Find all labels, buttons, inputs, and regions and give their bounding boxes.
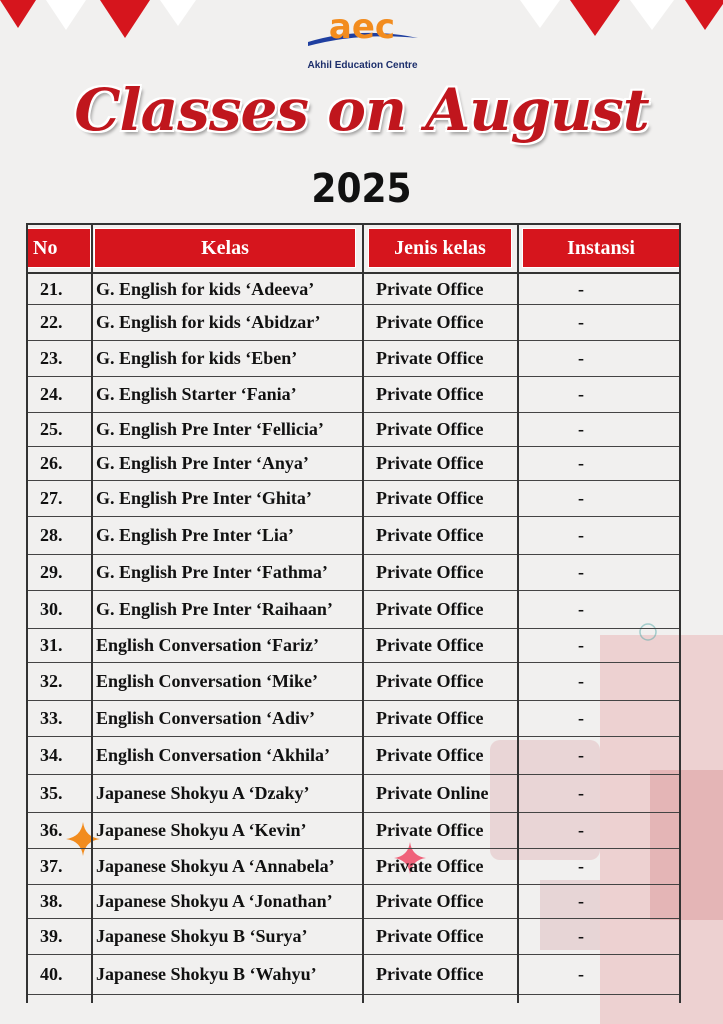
row-institution: - [578, 419, 584, 439]
row-class-name: G. English Pre Inter ‘Lia’ [96, 525, 294, 545]
row-institution: - [578, 783, 584, 803]
row-number: 21. [40, 279, 63, 299]
column-header-instansi: Instansi [522, 228, 680, 268]
row-institution: - [578, 926, 584, 946]
row-class-name: G. English for kids ‘Adeeva’ [96, 279, 315, 299]
row-institution: - [578, 562, 584, 582]
row-number: 38. [40, 891, 63, 911]
row-number: 26. [40, 453, 63, 473]
row-class-type: Private Office [376, 488, 484, 508]
class-schedule-table [26, 223, 681, 995]
row-class-name: English Conversation ‘Mike’ [96, 671, 319, 691]
column-header-jenis-kelas: Jenis kelas [368, 228, 512, 268]
row-class-type: Private Online [376, 783, 489, 803]
table-row [26, 885, 681, 919]
row-institution: - [578, 964, 584, 984]
page-year: 2025 [311, 166, 412, 212]
row-class-name: G. English Starter ‘Fania’ [96, 384, 297, 404]
row-class-name: Japanese Shokyu A ‘Kevin’ [96, 820, 307, 840]
row-class-type: Private Office [376, 926, 484, 946]
table-row [26, 447, 681, 481]
table-row [26, 591, 681, 629]
row-institution: - [578, 348, 584, 368]
row-class-name: G. English Pre Inter ‘Ghita’ [96, 488, 312, 508]
row-class-name: G. English for kids ‘Abidzar’ [96, 312, 321, 332]
table-divider [517, 223, 519, 1003]
row-institution: - [578, 312, 584, 332]
row-class-name: Japanese Shokyu A ‘Annabela’ [96, 856, 335, 876]
table-row [26, 274, 681, 305]
row-institution: - [578, 453, 584, 473]
column-header-no: No [26, 228, 91, 268]
table-row [26, 955, 681, 995]
table-divider [91, 223, 93, 1003]
row-class-type: Private Office [376, 453, 484, 473]
table-row [26, 775, 681, 813]
table-row [26, 813, 681, 849]
row-institution: - [578, 671, 584, 691]
table-row [26, 517, 681, 555]
row-number: 29. [40, 562, 63, 582]
row-class-type: Private Office [376, 312, 484, 332]
row-number: 22. [40, 312, 63, 332]
row-class-type: Private Office [376, 671, 484, 691]
table-row [26, 629, 681, 663]
table-divider [679, 223, 681, 1003]
table-row [26, 919, 681, 955]
row-institution: - [578, 856, 584, 876]
row-class-type: Private Office [376, 419, 484, 439]
table-body [26, 274, 681, 995]
row-class-type: Private Office [376, 964, 484, 984]
table-row [26, 737, 681, 775]
row-class-type: Private Office [376, 525, 484, 545]
table-row [26, 849, 681, 885]
row-number: 36. [40, 820, 63, 840]
table-header [26, 223, 681, 274]
row-institution: - [578, 635, 584, 655]
logo-mark [300, 8, 425, 53]
row-institution: - [578, 279, 584, 299]
row-class-type: Private Office [376, 348, 484, 368]
row-institution: - [578, 488, 584, 508]
table-row [26, 663, 681, 701]
row-institution: - [578, 891, 584, 911]
row-institution: - [578, 820, 584, 840]
row-number: 35. [40, 783, 63, 803]
row-number: 34. [40, 745, 63, 765]
row-class-name: English Conversation ‘Akhila’ [96, 745, 331, 765]
row-number: 30. [40, 599, 63, 619]
table-divider [362, 223, 364, 1003]
row-class-type: Private Office [376, 599, 484, 619]
table-divider [26, 223, 28, 1003]
row-institution: - [578, 525, 584, 545]
row-institution: - [578, 384, 584, 404]
row-class-type: Private Office [376, 708, 484, 728]
row-number: 40. [40, 964, 63, 984]
row-class-type: Private Office [376, 279, 484, 299]
row-class-name: G. English Pre Inter ‘Fathma’ [96, 562, 328, 582]
row-number: 39. [40, 926, 63, 946]
row-class-name: Japanese Shokyu B ‘Wahyu’ [96, 964, 317, 984]
table-row [26, 305, 681, 341]
row-class-type: Private Office [376, 384, 484, 404]
row-class-name: Japanese Shokyu B ‘Surya’ [96, 926, 308, 946]
table-row [26, 701, 681, 737]
logo-subtitle: Akhil Education Centre [307, 60, 418, 71]
table-row [26, 413, 681, 447]
row-class-name: Japanese Shokyu A ‘Dzaky’ [96, 783, 310, 803]
table-row [26, 481, 681, 517]
row-class-name: English Conversation ‘Fariz’ [96, 635, 319, 655]
row-institution: - [578, 708, 584, 728]
row-number: 31. [40, 635, 63, 655]
row-number: 37. [40, 856, 63, 876]
row-number: 28. [40, 525, 63, 545]
table-row [26, 341, 681, 377]
row-number: 32. [40, 671, 63, 691]
row-class-type: Private Office [376, 635, 484, 655]
row-class-type: Private Office [376, 891, 484, 911]
row-class-type: Private Office [376, 562, 484, 582]
table-row [26, 377, 681, 413]
row-number: 27. [40, 488, 63, 508]
row-class-type: Private Office [376, 745, 484, 765]
row-number: 23. [40, 348, 63, 368]
aec-logo [300, 8, 425, 74]
row-number: 24. [40, 384, 63, 404]
row-number: 33. [40, 708, 63, 728]
row-institution: - [578, 745, 584, 765]
table-row [26, 555, 681, 591]
page-title: Classes on August [74, 76, 649, 144]
row-number: 25. [40, 419, 63, 439]
row-class-type: Private Office [376, 820, 484, 840]
row-class-name: Japanese Shokyu A ‘Jonathan’ [96, 891, 333, 911]
row-class-name: G. English Pre Inter ‘Raihaan’ [96, 599, 333, 619]
row-class-name: G. English Pre Inter ‘Fellicia’ [96, 419, 324, 439]
row-class-type: Private Office [376, 856, 484, 876]
row-class-name: English Conversation ‘Adiv’ [96, 708, 316, 728]
row-institution: - [578, 599, 584, 619]
row-class-name: G. English for kids ‘Eben’ [96, 348, 298, 368]
logo-mark-text: aec [328, 8, 396, 47]
column-header-kelas: Kelas [94, 228, 356, 268]
row-class-name: G. English Pre Inter ‘Anya’ [96, 453, 309, 473]
